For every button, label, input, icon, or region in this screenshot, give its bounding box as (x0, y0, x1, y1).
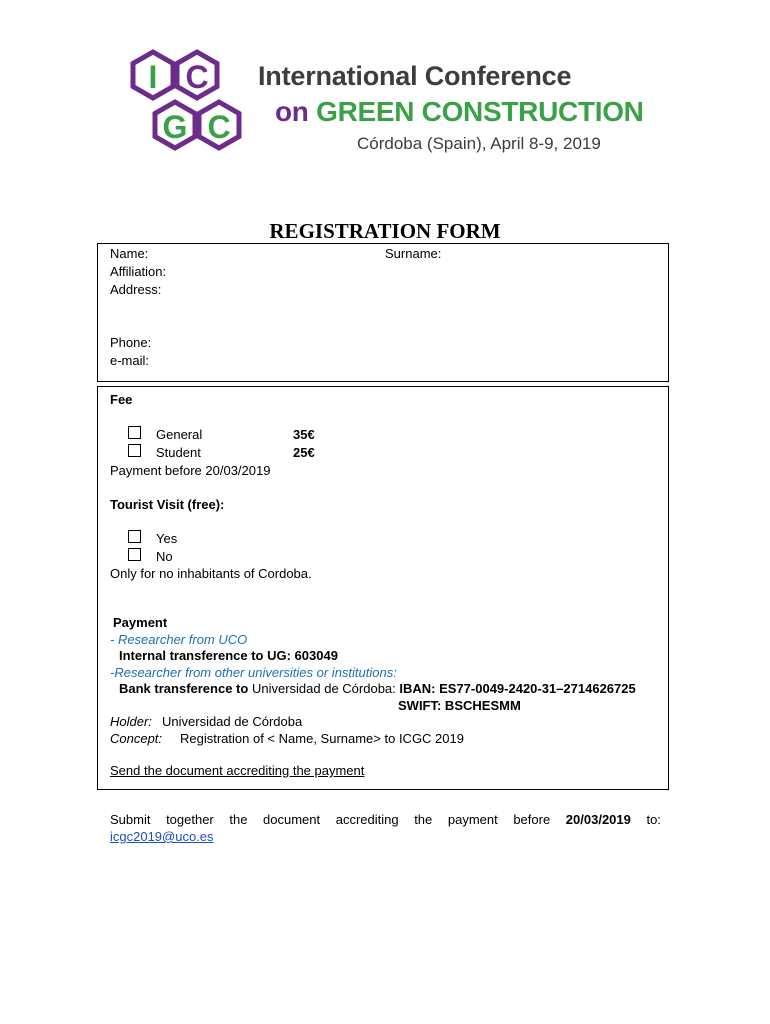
phone-label: Phone: (110, 335, 152, 350)
tourist-note: Only for no inhabitants of Cordoba. (110, 566, 312, 581)
iban: IBAN: ES77-0049-2420-31–2714626725 (399, 681, 636, 696)
concept-label: Concept: (110, 731, 163, 746)
submit-word-2: together (166, 812, 214, 827)
email-label: e-mail: (110, 353, 150, 368)
student-fee-label: Student (156, 445, 201, 460)
uco-internal-transfer: Internal transference to UG: 603049 (119, 648, 338, 663)
other-researcher-label: -Researcher from other universities or institutions: (110, 665, 397, 680)
submit-to: to: (646, 812, 661, 827)
tourist-no-label: No (156, 549, 173, 564)
send-document-link[interactable]: Send the document accrediting the payment (110, 763, 365, 778)
submit-word-3: the (229, 812, 248, 827)
logo-letter-4: C (207, 109, 231, 145)
conference-location-date: Córdoba (Spain), April 8-9, 2019 (357, 134, 601, 153)
address-label: Address: (110, 282, 162, 297)
student-fee-price: 25€ (293, 445, 315, 460)
swift: SWIFT: BSCHESMM (398, 698, 521, 713)
logo-letter-3: G (162, 109, 188, 145)
affiliation-label: Affiliation: (110, 264, 167, 279)
surname-label: Surname: (385, 246, 442, 261)
submit-word-5: accrediting (335, 812, 399, 827)
tourist-no-checkbox[interactable] (128, 548, 141, 561)
form-title: REGISTRATION FORM (269, 219, 501, 243)
payment-deadline: Payment before 20/03/2019 (110, 463, 271, 478)
payment-heading: Payment (113, 615, 168, 630)
conference-subtitle (275, 96, 644, 128)
submit-word-6: the (414, 812, 433, 827)
conference-title: International Conference (258, 61, 572, 91)
tourist-yes-label: Yes (156, 531, 178, 546)
icgc-logo (125, 48, 265, 158)
bank-transfer-line (119, 681, 636, 697)
personal-data-box (97, 243, 669, 382)
submit-word-4: document (263, 812, 321, 827)
bank-transfer-prefix: Bank transference to (119, 681, 249, 696)
student-fee-checkbox[interactable] (128, 444, 141, 457)
submit-word-7: payment (447, 812, 498, 827)
uco-researcher-label: - Researcher from UCO (110, 632, 248, 647)
logo-letter-2: C (185, 59, 209, 95)
concept-value: Registration of < Name, Surname> to ICGC 2019 (180, 731, 464, 746)
contact-email-link[interactable]: icgc2019@uco.es (110, 829, 214, 844)
general-fee-checkbox[interactable] (128, 426, 141, 439)
tourist-visit-heading: Tourist Visit (free): (110, 497, 225, 512)
submit-instructions (110, 812, 661, 828)
submit-word-8: before (513, 812, 551, 827)
name-label: Name: (110, 246, 149, 261)
subtitle-prefix: on (275, 96, 309, 127)
submit-word-1: Submit (110, 812, 151, 827)
fee-heading: Fee (110, 392, 133, 407)
tourist-yes-checkbox[interactable] (128, 530, 141, 543)
general-fee-price: 35€ (293, 427, 315, 442)
submit-deadline: 20/03/2019 (565, 812, 631, 827)
logo-letter-1: I (148, 59, 158, 95)
conference-header (125, 48, 645, 158)
bank-entity: Universidad de Córdoba: (251, 681, 396, 696)
general-fee-label: General (156, 427, 203, 442)
holder-label: Holder: (110, 714, 152, 729)
subtitle-main: GREEN CONSTRUCTION (316, 96, 644, 127)
holder-value: Universidad de Córdoba (162, 714, 303, 729)
